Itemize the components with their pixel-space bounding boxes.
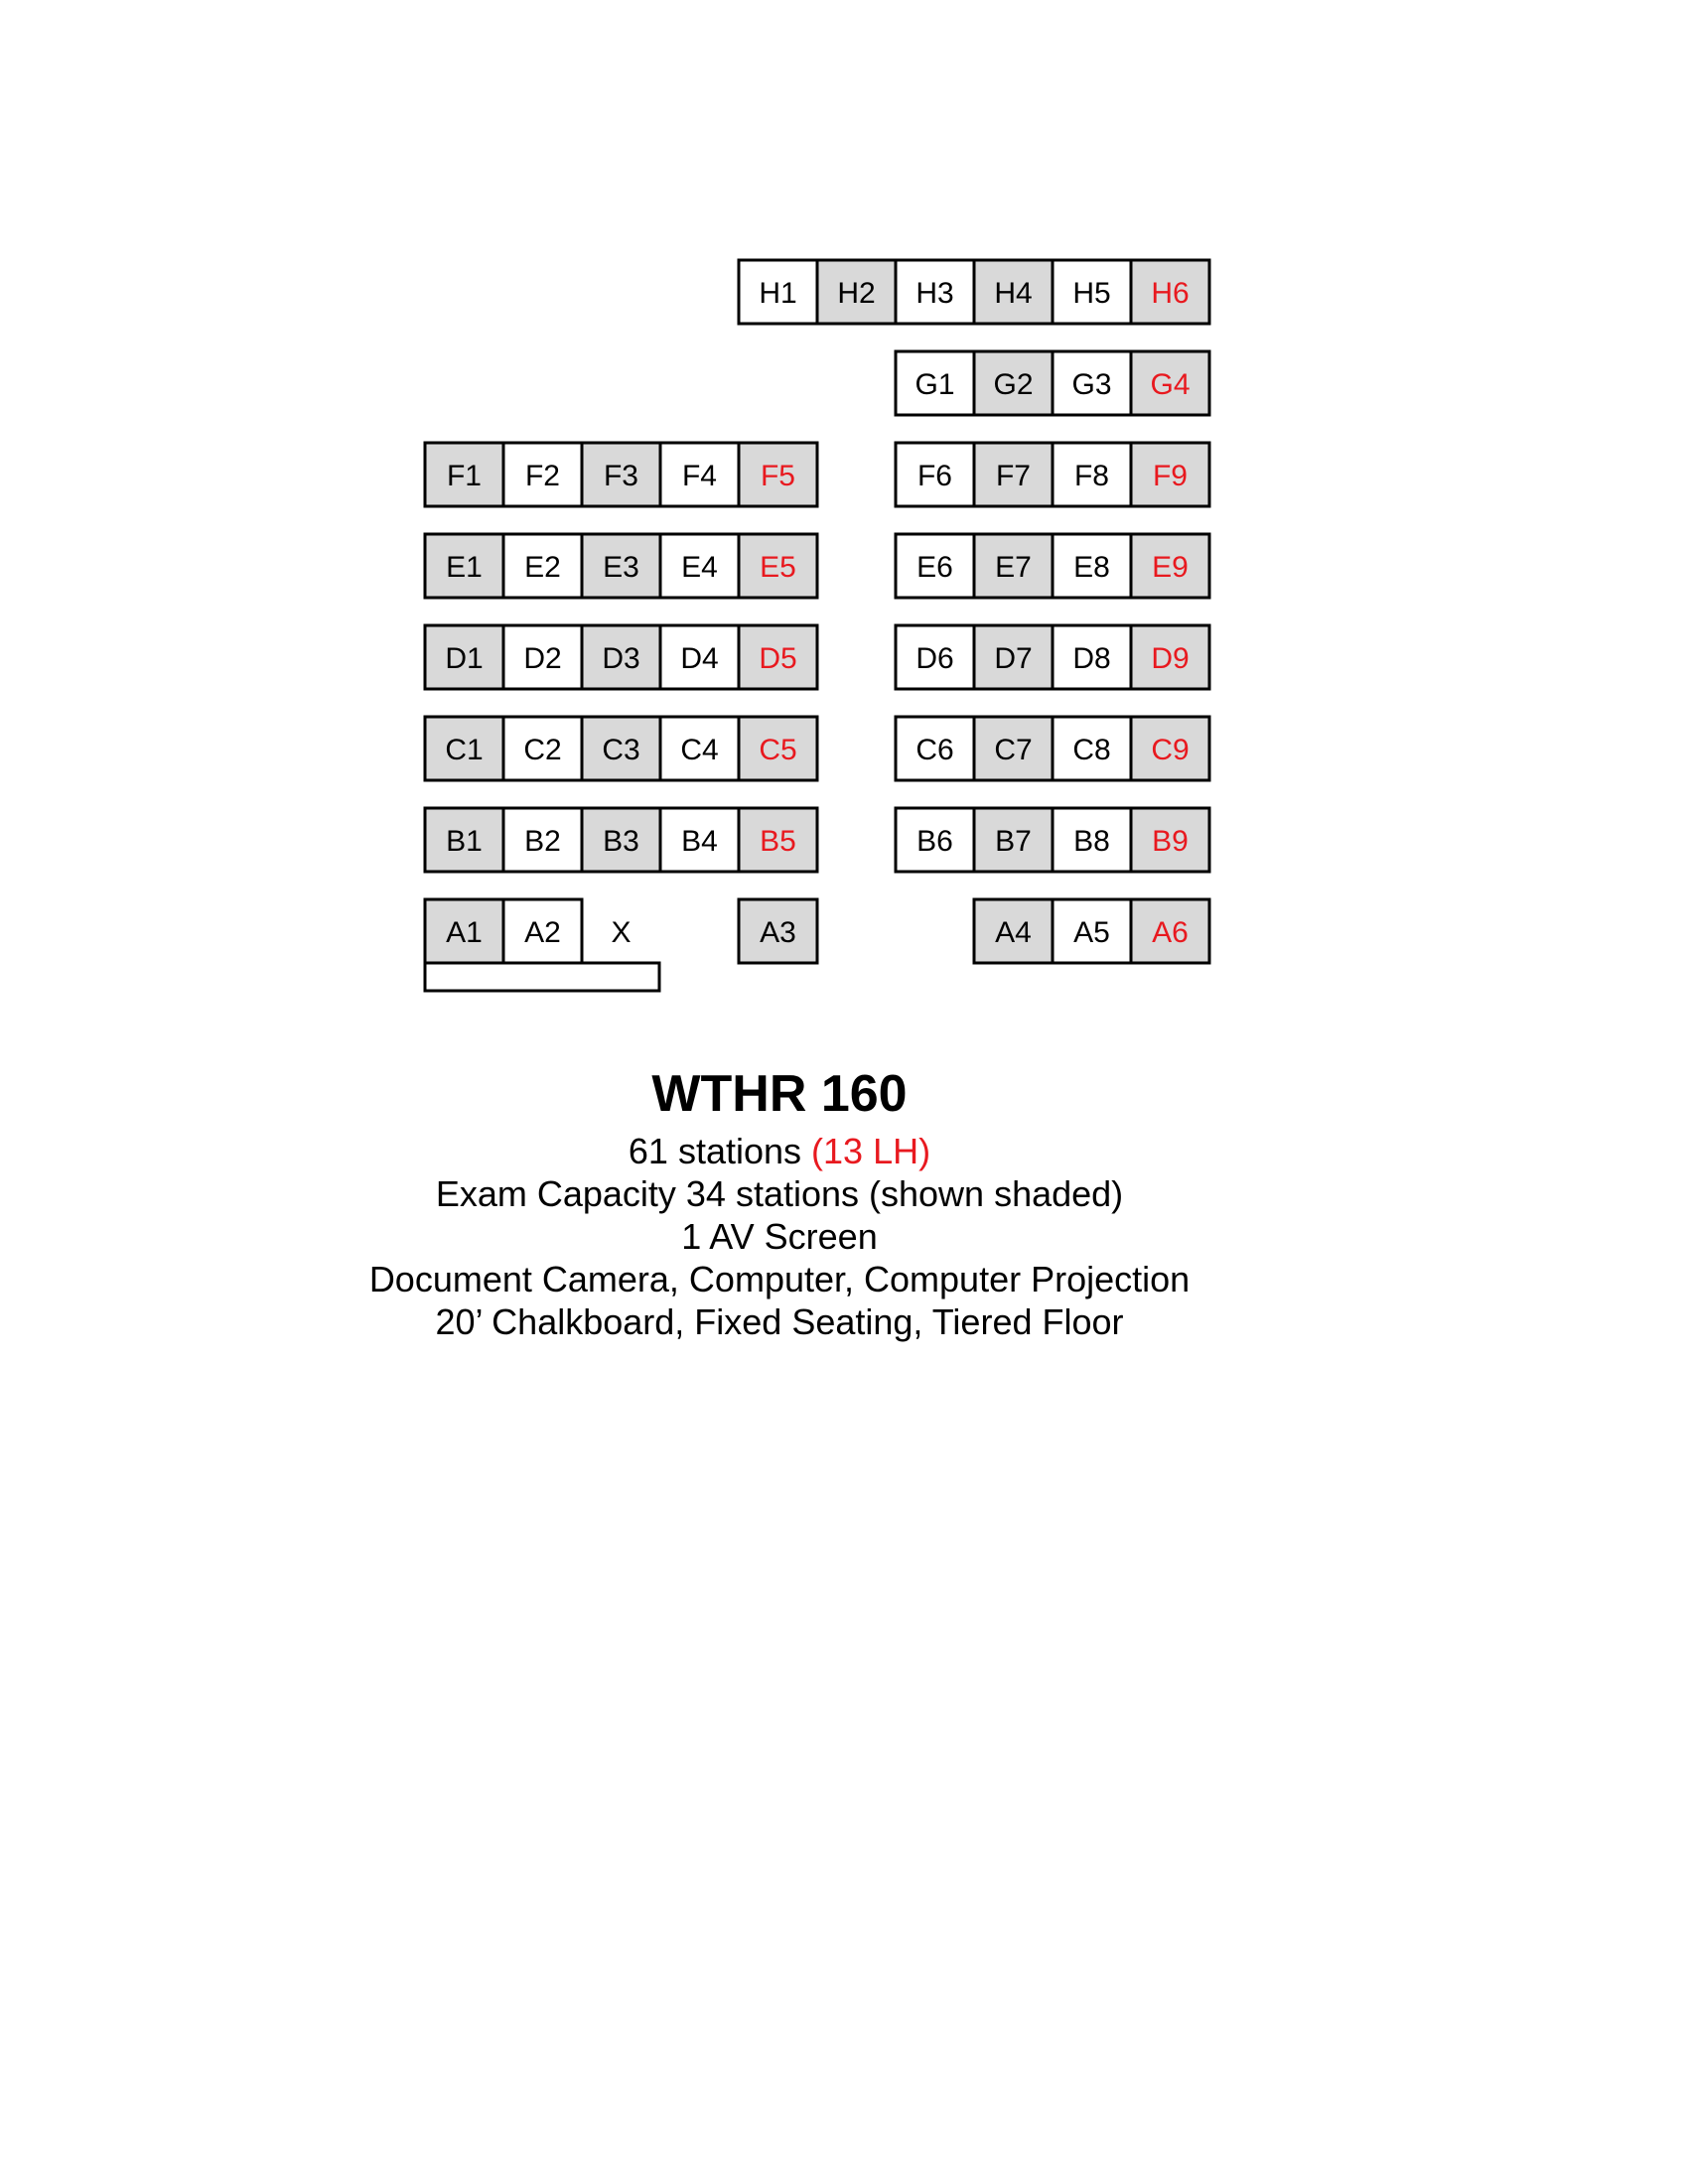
seat-e8 (1053, 534, 1131, 598)
seat-g4 (1131, 351, 1209, 415)
seat-label: H4 (994, 277, 1033, 310)
seat-label: C7 (994, 734, 1033, 766)
seat-f7 (974, 443, 1053, 506)
seat-label: D6 (915, 642, 954, 675)
seat-label: E6 (916, 551, 953, 584)
seat-d9 (1131, 625, 1209, 689)
seat-label: C1 (445, 734, 484, 766)
seat-label: B9 (1152, 825, 1189, 858)
seat-label: D9 (1151, 642, 1190, 675)
seat-b9 (1131, 808, 1209, 872)
seat-e4 (660, 534, 739, 598)
seat-f6 (896, 443, 974, 506)
seat-h2 (817, 260, 896, 324)
seat-label: F1 (446, 460, 483, 492)
seat-d5 (739, 625, 817, 689)
seat-label: B8 (1073, 825, 1110, 858)
seat-b6 (896, 808, 974, 872)
seat-label: B1 (446, 825, 483, 858)
seat-d4 (660, 625, 739, 689)
seat-label: A5 (1073, 916, 1110, 949)
seat-label: G1 (914, 368, 955, 401)
seat-label: X (611, 916, 632, 949)
seat-label: E4 (681, 551, 718, 584)
seat-f3 (582, 443, 660, 506)
seat-label: C8 (1072, 734, 1111, 766)
seat-e5 (739, 534, 817, 598)
seat-e1 (425, 534, 503, 598)
seat-b4 (660, 808, 739, 872)
seat-b7 (974, 808, 1053, 872)
seat-f4 (660, 443, 739, 506)
seat-x (611, 916, 631, 949)
seat-label: D8 (1072, 642, 1111, 675)
seat-label: H5 (1072, 277, 1111, 310)
seat-label: F5 (760, 460, 796, 492)
seat-e2 (503, 534, 582, 598)
seat-label: E5 (760, 551, 796, 584)
seat-g3 (1053, 351, 1131, 415)
seat-c5 (739, 717, 817, 780)
seat-label: A2 (524, 916, 561, 949)
seat-c4 (660, 717, 739, 780)
seat-a1 (425, 899, 503, 963)
seat-h3 (896, 260, 974, 324)
seat-label: G4 (1150, 368, 1191, 401)
seat-d6 (896, 625, 974, 689)
seat-label: A3 (760, 916, 796, 949)
seat-label: D7 (994, 642, 1033, 675)
seat-label: B4 (681, 825, 718, 858)
seat-g1 (896, 351, 974, 415)
seat-label: B2 (524, 825, 561, 858)
seat-label: D4 (680, 642, 719, 675)
seat-label: E9 (1152, 551, 1189, 584)
seat-c8 (1053, 717, 1131, 780)
seat-a2 (503, 899, 582, 963)
seat-c1 (425, 717, 503, 780)
seat-e7 (974, 534, 1053, 598)
seat-b8 (1053, 808, 1131, 872)
seat-label: E7 (995, 551, 1032, 584)
seat-f5 (739, 443, 817, 506)
seat-label: B3 (603, 825, 639, 858)
seat-c6 (896, 717, 974, 780)
seat-e3 (582, 534, 660, 598)
seat-label: C4 (680, 734, 719, 766)
seat-label: E2 (524, 551, 561, 584)
seat-label: F8 (1073, 460, 1110, 492)
seat-e9 (1131, 534, 1209, 598)
seat-h6 (1131, 260, 1209, 324)
seat-g2 (974, 351, 1053, 415)
seat-label: F2 (524, 460, 561, 492)
features-line: 20’ Chalkboard, Fixed Seating, Tiered Floor (435, 1301, 1124, 1342)
stations-count: 61 stations (628, 1131, 812, 1171)
seat-label: B6 (916, 825, 953, 858)
seat-d3 (582, 625, 660, 689)
seat-label: D1 (445, 642, 484, 675)
seat-label: D5 (759, 642, 797, 675)
seat-label: A6 (1152, 916, 1189, 949)
stations-line (0, 1130, 1559, 1172)
seat-label: H3 (915, 277, 954, 310)
seat-label: D3 (602, 642, 640, 675)
seat-label: F4 (681, 460, 718, 492)
av-screen-line: 1 AV Screen (681, 1216, 878, 1257)
seat-label: D2 (523, 642, 562, 675)
seat-f2 (503, 443, 582, 506)
seat-a5 (1053, 899, 1131, 963)
seat-c3 (582, 717, 660, 780)
seat-a3 (739, 899, 817, 963)
seat-f1 (425, 443, 503, 506)
seat-b5 (739, 808, 817, 872)
seat-label: F9 (1152, 460, 1189, 492)
room-title: WTHR 160 (651, 1065, 908, 1123)
seat-label: H6 (1151, 277, 1190, 310)
seat-label: C6 (915, 734, 954, 766)
seat-label: B7 (995, 825, 1032, 858)
seat-d2 (503, 625, 582, 689)
seat-label: G2 (993, 368, 1034, 401)
seat-f9 (1131, 443, 1209, 506)
seating-chart (0, 0, 1688, 1042)
seat-label: H1 (759, 277, 797, 310)
equipment-line: Document Camera, Computer, Computer Projection (368, 1259, 1191, 1299)
lh-count: (13 LH) (811, 1131, 931, 1171)
seat-label: C9 (1151, 734, 1190, 766)
seat-label: F7 (995, 460, 1032, 492)
seat-label: A1 (446, 916, 483, 949)
exam-capacity-line: Exam Capacity 34 stations (shown shaded) (435, 1173, 1124, 1214)
seat-b3 (582, 808, 660, 872)
seat-h4 (974, 260, 1053, 324)
seat-label: E8 (1073, 551, 1110, 584)
seat-e6 (896, 534, 974, 598)
seat-label: C5 (759, 734, 797, 766)
seat-label: F6 (916, 460, 953, 492)
seat-label: E1 (446, 551, 483, 584)
seat-b1 (425, 808, 503, 872)
seat-label: A4 (995, 916, 1032, 949)
seat-label: C3 (602, 734, 640, 766)
seat-c7 (974, 717, 1053, 780)
seat-label: H2 (837, 277, 876, 310)
seat-d1 (425, 625, 503, 689)
seat-h1 (739, 260, 817, 324)
seat-a4 (974, 899, 1053, 963)
seat-label: E3 (603, 551, 639, 584)
seat-label: C2 (523, 734, 562, 766)
seat-label: F3 (603, 460, 639, 492)
seat-label: B5 (760, 825, 796, 858)
seat-label: G3 (1071, 368, 1112, 401)
seat-d8 (1053, 625, 1131, 689)
seat-f8 (1053, 443, 1131, 506)
seat-c2 (503, 717, 582, 780)
seat-c9 (1131, 717, 1209, 780)
bench-strip (425, 963, 659, 991)
seat-a6 (1131, 899, 1209, 963)
seat-d7 (974, 625, 1053, 689)
seat-b2 (503, 808, 582, 872)
seat-h5 (1053, 260, 1131, 324)
